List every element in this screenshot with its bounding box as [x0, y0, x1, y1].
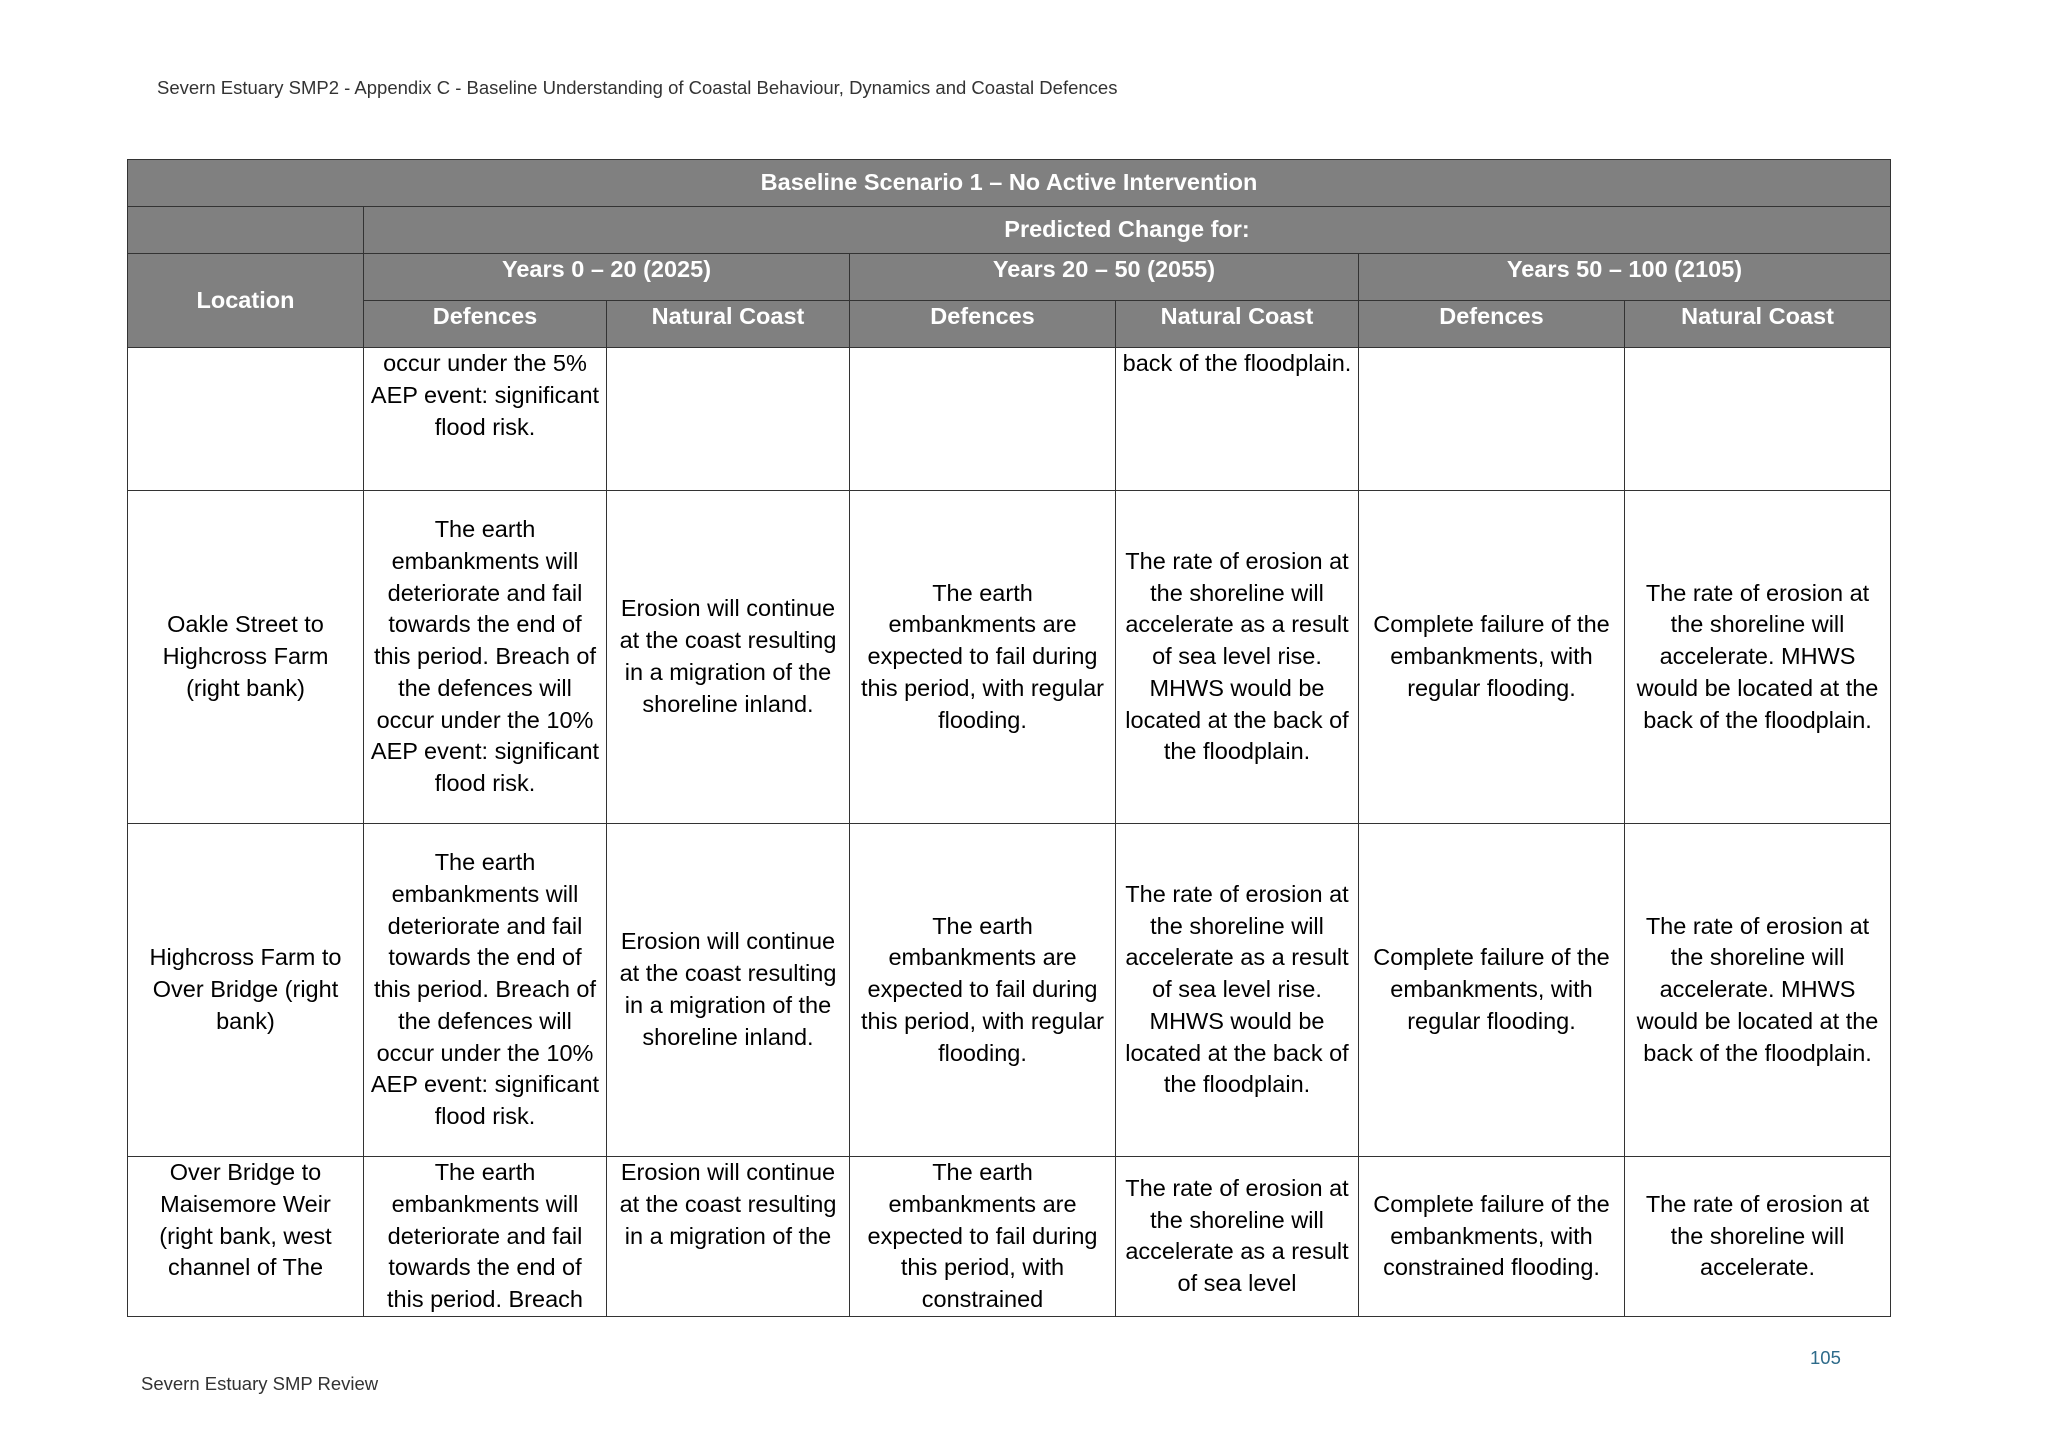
location-cell: Oakle Street to Highcross Farm (right bank)	[128, 491, 364, 824]
table-cell: Complete failure of the embankments, with constrained flooding.	[1359, 1157, 1625, 1317]
table-title: Baseline Scenario 1 – No Active Intervention	[128, 160, 1891, 207]
table-cell: The rate of erosion at the shoreline will accelerate as a result of sea level rise. MHWS would be located at the back of the floodplain.	[1116, 824, 1359, 1157]
page-footer: Severn Estuary SMP Review	[141, 1373, 379, 1394]
empty-header-cell	[128, 207, 364, 254]
table-cell: The rate of erosion at the shoreline will accelerate.	[1625, 1157, 1891, 1317]
table-cell: Complete failure of the embankments, with regular flooding.	[1359, 824, 1625, 1157]
defences-header: Defences	[1359, 301, 1625, 348]
period-header: Years 20 – 50 (2055)	[850, 254, 1359, 301]
table-cell: The rate of erosion at the shoreline will accelerate as a result of sea level	[1116, 1157, 1359, 1317]
page-number: 105	[1810, 1347, 1841, 1368]
location-cell	[128, 348, 364, 491]
table-row	[128, 491, 1891, 824]
natural-coast-header: Natural Coast	[1625, 301, 1891, 348]
table-cell: The earth embankments will deteriorate and fail towards the end of this period. Breach	[364, 1157, 607, 1317]
natural-coast-header: Natural Coast	[1116, 301, 1359, 348]
location-cell: Over Bridge to Maisemore Weir (right bank, west channel of The	[128, 1157, 364, 1317]
table-cell	[607, 348, 850, 491]
table-row	[128, 1157, 1891, 1317]
location-cell: Highcross Farm to Over Bridge (right bank)	[128, 824, 364, 1157]
table-cell: The earth embankments will deteriorate and fail towards the end of this period. Breach of the defences will occur under the 10% AEP event: significant flood risk.	[364, 491, 607, 824]
table-row	[128, 348, 1891, 491]
location-header: Location	[128, 254, 364, 348]
table-cell: The earth embankments are expected to fail during this period, with regular flooding.	[850, 491, 1116, 824]
table-cell	[1625, 348, 1891, 491]
table-cell: The rate of erosion at the shoreline will accelerate as a result of sea level rise. MHWS would be located at the back of the floodplain.	[1116, 491, 1359, 824]
table-cell: back of the floodplain.	[1116, 348, 1359, 491]
table-cell: The rate of erosion at the shoreline will accelerate. MHWS would be located at the back of the floodplain.	[1625, 824, 1891, 1157]
table-cell: occur under the 5% AEP event: significant flood risk.	[364, 348, 607, 491]
period-header: Years 50 – 100 (2105)	[1359, 254, 1891, 301]
defences-header: Defences	[364, 301, 607, 348]
table-cell: Complete failure of the embankments, with regular flooding.	[1359, 491, 1625, 824]
table-cell: Erosion will continue at the coast resulting in a migration of the shoreline inland.	[607, 491, 850, 824]
table-cell: The earth embankments are expected to fail during this period, with constrained	[850, 1157, 1116, 1317]
table-title-row	[128, 160, 1891, 207]
table-cell: The rate of erosion at the shoreline will accelerate. MHWS would be located at the back of the floodplain.	[1625, 491, 1891, 824]
baseline-scenario-table	[127, 159, 1891, 1317]
table-cell	[1359, 348, 1625, 491]
table-cell: The earth embankments will deteriorate and fail towards the end of this period. Breach of the defences will occur under the 10% AEP event: significant flood risk.	[364, 824, 607, 1157]
natural-coast-header: Natural Coast	[607, 301, 850, 348]
predicted-change-header: Predicted Change for:	[364, 207, 1891, 254]
page-header: Severn Estuary SMP2 - Appendix C - Baseline Understanding of Coastal Behaviour, Dynamics and Coastal Defences	[157, 77, 1118, 98]
subheader-row	[128, 301, 1891, 348]
table-cell: Erosion will continue at the coast resulting in a migration of the	[607, 1157, 850, 1317]
period-row	[128, 254, 1891, 301]
table-cell	[850, 348, 1116, 491]
table-cell: Erosion will continue at the coast resulting in a migration of the shoreline inland.	[607, 824, 850, 1157]
defences-header: Defences	[850, 301, 1116, 348]
table-row	[128, 824, 1891, 1157]
predicted-row	[128, 207, 1891, 254]
period-header: Years 0 – 20 (2025)	[364, 254, 850, 301]
table-cell: The earth embankments are expected to fail during this period, with regular flooding.	[850, 824, 1116, 1157]
